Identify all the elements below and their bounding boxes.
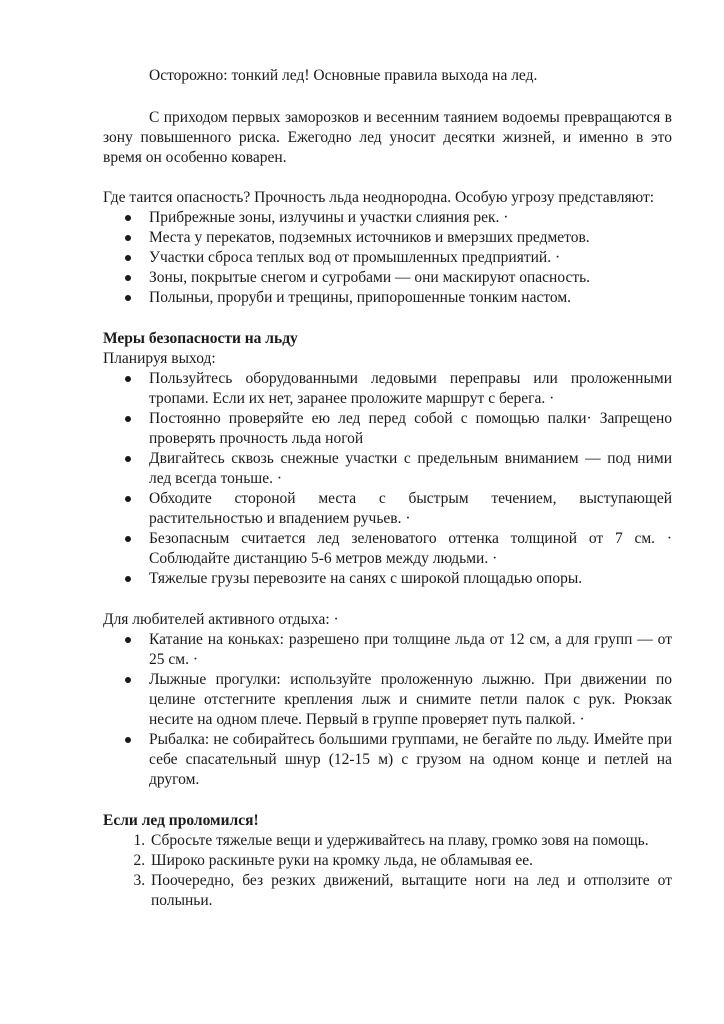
danger-lead: Где таится опасность? Прочность льда неоднородна. Особую угрозу представляют: (103, 189, 655, 206)
active-item: Рыбалка: не собирайтесь большими группами, не бегайте по льду. Имейте при себе спасательный шнур (12-15 м) с грузом на одном конце и петлей на другом. (149, 731, 672, 788)
broken-item: 3. Поочередно, без резких движений, вытащите ноги на лед и отползите от полыньи. (149, 871, 672, 911)
document-title: Осторожно: тонкий лед! Основные правила выхода на лед. (149, 67, 538, 84)
active-lead: Для любителей активного отдыха: · (103, 611, 339, 628)
danger-item: Прибрежные зоны, излучины и участки слияния рек. · (149, 208, 672, 228)
broken-list (103, 831, 672, 911)
intro-paragraph: С приходом первых заморозков и весенним таянием водоемы превращаются в зону повышенного риска. Ежегодно лед уносит десятки жизней, и именно в это время он особенно коварен. (103, 109, 672, 166)
broken-item: 1. Сбросьте тяжелые вещи и удерживайтесь на плаву, громко зовя на помощь. (149, 831, 672, 851)
danger-item: Зоны, покрытые снегом и сугробами — они маскируют опасность. (149, 268, 672, 288)
danger-item: Участки сброса теплых вод от промышленных предприятий. · (149, 248, 672, 268)
safety-sublead: Планируя выход: (103, 350, 216, 367)
safety-item: Обходите стороной места с быстрым течением, выступающей растительностью и впадением ручьев. · (149, 490, 672, 527)
danger-item: Места у перекатов, подземных источников и вмерзших предметов. (149, 228, 672, 248)
active-item: Катание на коньках: разрешено при толщине льда от 12 см, а для групп — от 25 см. · (149, 631, 672, 668)
safety-item: Постоянно проверяйте ею лед перед собой с помощью палки· Запрещено проверять прочность льда ногой (149, 410, 672, 447)
active-list (103, 630, 672, 790)
broken-item: 2. Широко раскиньте руки на кромку льда, не обламывая ее. (149, 851, 672, 871)
broken-heading: Если лед проломился! (103, 812, 259, 829)
active-item: Лыжные прогулки: используйте проложенную лыжню. При движении по целине отстегните крепления лыж и снимите петли палок с рук. Рюкзак несите на одном плече. Первый в группе проверяет путь палкой. · (149, 671, 672, 728)
safety-list (103, 369, 672, 589)
safety-item: Тяжелые грузы перевозите на санях с широкой площадью опоры. (149, 569, 672, 589)
danger-item: Полыньи, проруби и трещины, припорошенные тонким настом. (149, 288, 672, 308)
safety-item: Двигайтесь сквозь снежные участки с предельным вниманием — под ними лед всегда тоньше. · (149, 450, 672, 487)
safety-item: Пользуйтесь оборудованными ледовыми переправы или проложенными тропами. Если их нет, заранее проложите маршрут с берега. · (149, 370, 672, 407)
danger-list (103, 208, 672, 308)
safety-heading: Меры безопасности на льду (103, 330, 298, 347)
safety-item: Безопасным считается лед зеленоватого оттенка толщиной от 7 см. · Соблюдайте дистанцию 5-6 метров между людьми. · (149, 530, 672, 567)
